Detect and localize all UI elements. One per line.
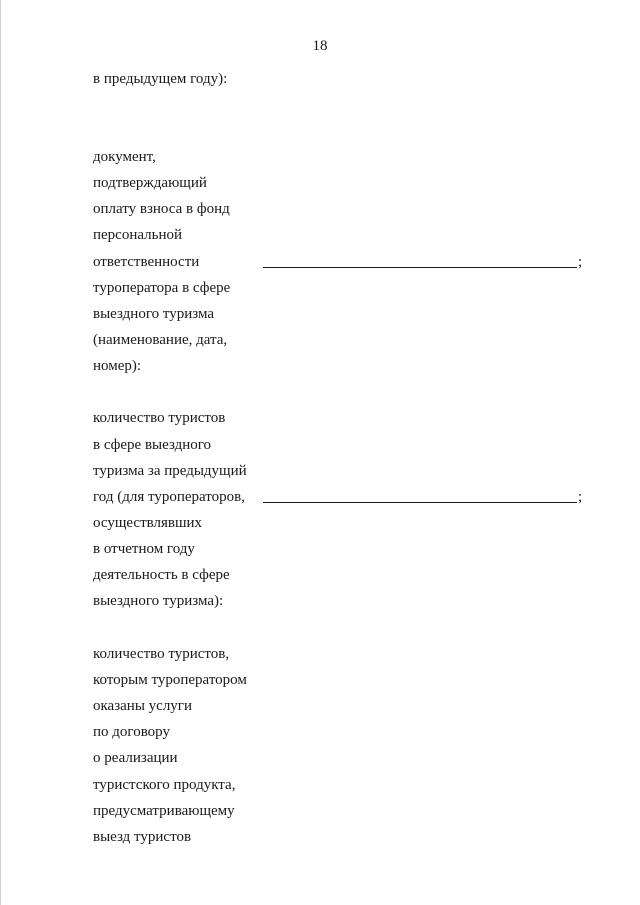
section2-line: количество туристов <box>93 410 226 426</box>
section2-line: год (для туроператоров, <box>93 489 245 505</box>
section1-line: оплату взноса в фонд <box>93 201 230 217</box>
section2-line: туризма за предыдущий <box>93 463 247 479</box>
section1-line: номер): <box>93 358 142 374</box>
fill-in-field-tourist-count[interactable] <box>263 502 577 503</box>
section2-line: в сфере выездного <box>93 437 212 453</box>
section1-line: документ, <box>93 149 156 165</box>
section1-line: ответственности <box>93 254 200 270</box>
section3-line: оказаны услуги <box>93 698 192 714</box>
section3-line: о реализации <box>93 750 178 766</box>
section1-line: выездного туризма <box>93 306 214 322</box>
page-edge <box>0 0 1 905</box>
section2-line: в отчетном году <box>93 541 195 557</box>
intro-line: в предыдущем году): <box>93 71 228 87</box>
section3-line: предусматривающему <box>93 803 235 819</box>
section3-line: которым туроператором <box>93 672 247 688</box>
section1-line: подтверждающий <box>93 175 207 191</box>
section2-line: деятельность в сфере <box>93 567 230 583</box>
section3-line: туристского продукта, <box>93 777 236 793</box>
section3-line: выезд туристов <box>93 829 192 845</box>
semicolon: ; <box>578 489 583 505</box>
section1-line: персональной <box>93 227 183 243</box>
section2-line: осуществлявших <box>93 515 203 531</box>
section2-line: выездного туризма): <box>93 593 224 609</box>
section3-line: по договору <box>93 724 170 740</box>
section3-line: количество туристов, <box>93 646 230 662</box>
section1-line: туроператора в сфере <box>93 280 231 296</box>
fill-in-field-fund-document[interactable] <box>263 267 577 268</box>
semicolon: ; <box>578 254 583 270</box>
section1-line: (наименование, дата, <box>93 332 228 348</box>
page-number: 18 <box>312 38 328 54</box>
